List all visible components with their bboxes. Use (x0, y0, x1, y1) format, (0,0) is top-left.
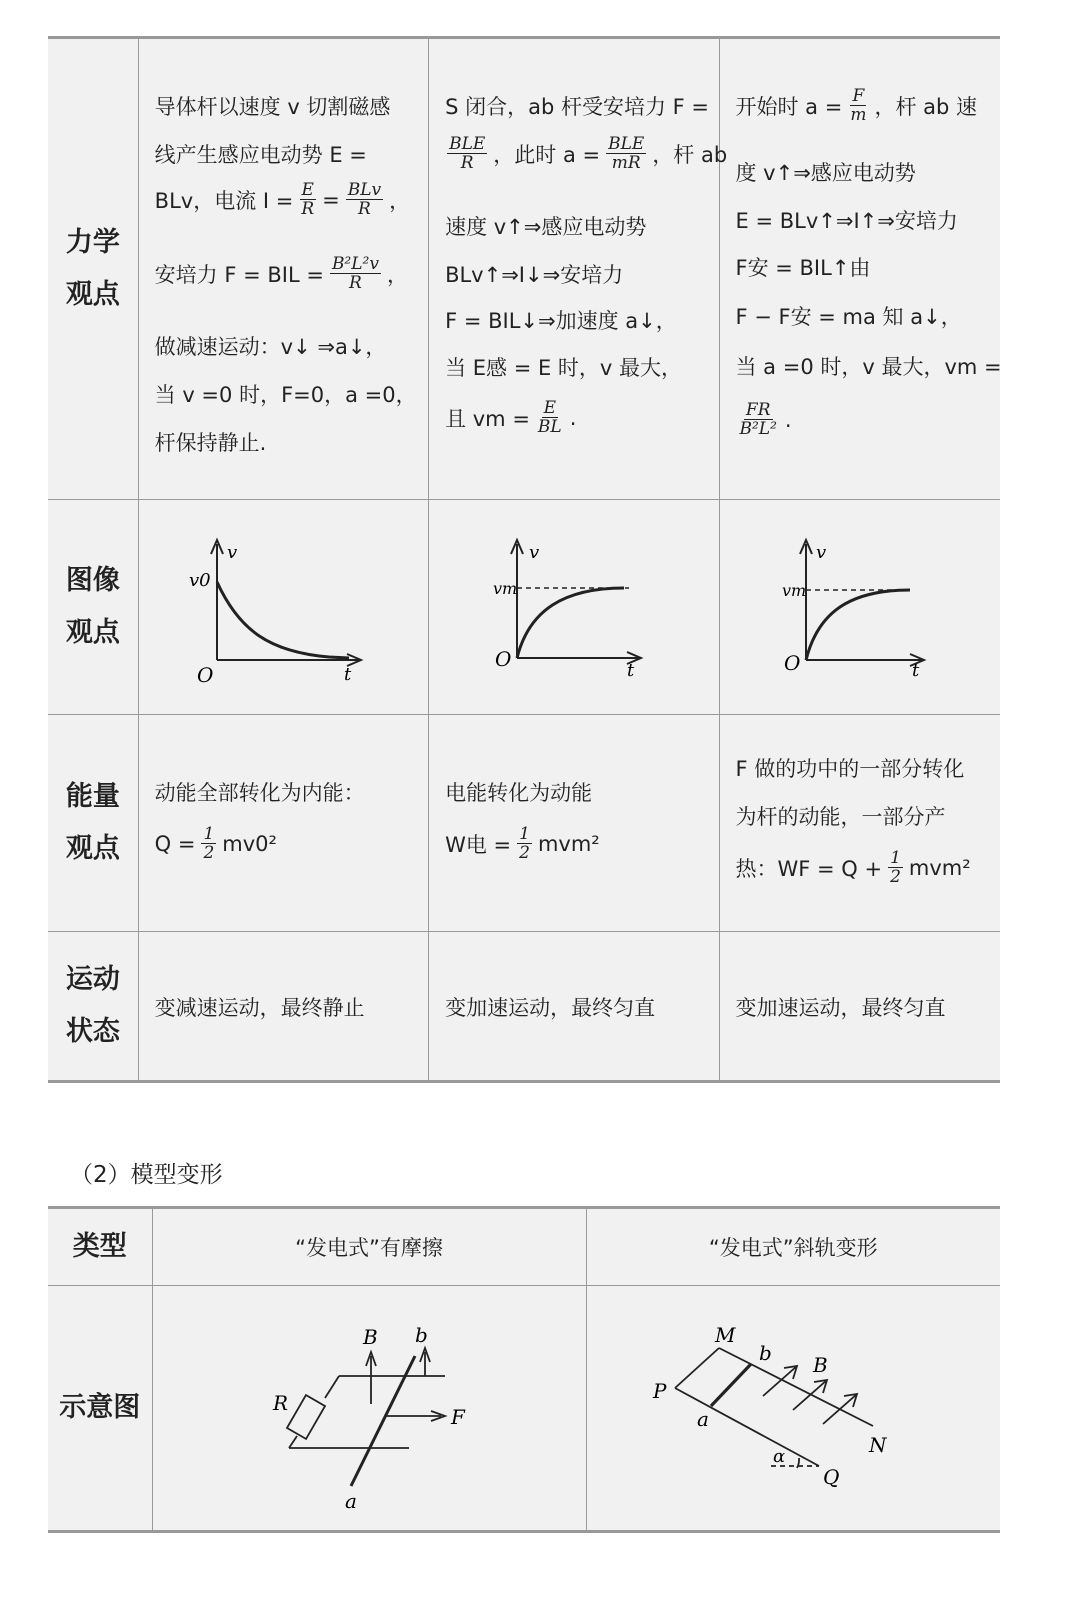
origin-label: O (495, 647, 512, 671)
formula-line: W电 = $\frac{1}{2}$ mvm² (445, 824, 600, 863)
axis-label-v: v (226, 542, 237, 563)
fraction: $\frac{E}{BL}$ (537, 398, 562, 437)
label-vm: vm (493, 579, 518, 598)
energy-cell-1 (138, 715, 428, 932)
label-P: P (652, 1379, 666, 1403)
text-line: BLv↑⇒I↓⇒安培力 (445, 263, 624, 287)
text-line: 变减速运动，最终静止 (154, 996, 365, 1020)
fraction: $\frac{FR}{\text{B²L²}}$ (739, 400, 777, 439)
fraction: $\frac{E}{R}$ (301, 180, 315, 219)
axis-label-v: v (815, 542, 826, 563)
formula-line: 热：WF = Q + $\frac{1}{2}$ mvm² (735, 848, 971, 887)
diagram-cell-incline (586, 1286, 1000, 1532)
energy-cell-3 (719, 715, 1000, 932)
label-a: a (696, 1407, 709, 1431)
label-b: b (758, 1341, 772, 1365)
row-header-diagram: 示意图 (48, 1286, 152, 1532)
section-title: （2）模型变形 (70, 1162, 223, 1188)
label-vm: vm (781, 581, 806, 600)
label-alpha: α (772, 1446, 785, 1467)
text-line: S 闭合，ab 杆受安培力 F = (445, 95, 709, 119)
variant-table (48, 1206, 1000, 1533)
text-line: 导体杆以速度 v 切割磁感 (154, 95, 391, 119)
text-line: 电能转化为动能 (445, 781, 593, 805)
text-line: 当 E感 = E 时，v 最大， (445, 356, 683, 380)
motion-cell-1 (138, 932, 428, 1082)
mech-cell-3 (719, 38, 1000, 500)
v-t-graph-rise (720, 500, 988, 714)
row-header-mechanics: 力学 观点 (48, 38, 138, 500)
formula-line: $\frac{FR}{\text{B²L²}}$ . (739, 400, 792, 439)
text-line: F 做的功中的一部分转化 (735, 757, 965, 781)
fraction: $\frac{\text{BLE}}{R}$ (449, 134, 486, 173)
type-friction: “发电式”有摩擦 (152, 1208, 586, 1286)
origin-label: O (196, 663, 214, 687)
axis-label-v: v (529, 542, 540, 563)
graph-cell-1 (138, 500, 428, 715)
fraction: $\frac{\text{BLv}}{R}$ (347, 180, 382, 219)
energy-cell-2 (429, 715, 719, 932)
text-line: 当 v =0 时，F=0，a =0， (154, 383, 417, 407)
label-b: b (414, 1323, 428, 1347)
row-header-energy: 能量 观点 (48, 715, 138, 932)
axis-label-t: t (343, 664, 351, 685)
row-header-type: 类型 (48, 1208, 152, 1286)
text-line: 当 a =0 时，v 最大，vm = (735, 355, 1002, 379)
text-line: 杆保持静止. (154, 431, 267, 455)
label-R: R (272, 1391, 288, 1415)
diagram-cell-friction (152, 1286, 586, 1532)
origin-label: O (783, 651, 800, 675)
row-diagram (48, 1286, 1000, 1532)
label-N: N (868, 1433, 886, 1457)
formula-line: 安培力 F = BIL = $\frac{\text{B²L²v}}{R}$ ， (154, 254, 408, 293)
axis-label-t: t (911, 660, 919, 681)
label-v0: v0 (188, 570, 211, 591)
v-t-graph-rise (429, 500, 706, 714)
text-line: 度 v↑⇒感应电动势 (735, 161, 916, 185)
motion-cell-3 (719, 932, 1000, 1082)
friction-rail-diagram (153, 1286, 587, 1530)
text-line: E = BLv↑⇒I↑⇒安培力 (735, 209, 958, 233)
label-B: B (362, 1325, 378, 1349)
label-B: B (812, 1353, 828, 1377)
text-line: 变加速运动，最终匀直 (445, 996, 656, 1020)
row-header-graphs: 图像 观点 (48, 500, 138, 715)
model-table (48, 36, 1000, 1083)
fraction: $\frac{1}{2}$ (519, 824, 530, 863)
row-energy (48, 715, 1000, 932)
text-line: 做减速运动：v↓ ⇒a↓， (154, 335, 387, 359)
row-type (48, 1208, 1000, 1286)
row-graphs (48, 500, 1000, 715)
fraction: $\frac{\text{BLE}}{mR}$ (608, 134, 645, 173)
formula-line: BLv，电流 I = $\frac{E}{R}$ = $\frac{\text{BLv}}{R}$ ， (154, 180, 411, 219)
formula-line: $\frac{\text{BLE}}{R}$ ，此时 a = $\frac{\text{BLE}}{mR}$ ，杆 ab (449, 134, 728, 173)
axis-label-t: t (627, 660, 635, 681)
fraction: $\frac{F}{m}$ (850, 86, 867, 125)
text-line: 变加速运动，最终匀直 (735, 996, 946, 1020)
label-M: M (714, 1323, 735, 1347)
row-mechanics (48, 38, 1000, 500)
text-line: 为杆的动能，一部分产 (735, 805, 946, 829)
v-t-graph-decay (139, 500, 416, 714)
text-line: F − F安 = ma 知 a↓， (735, 305, 962, 329)
label-F: F (450, 1405, 465, 1429)
formula-line: Q = $\frac{1}{2}$ mv0² (154, 824, 277, 863)
mech-cell-1 (138, 38, 428, 500)
motion-cell-2 (429, 932, 719, 1082)
row-header-motion: 运动 状态 (48, 932, 138, 1082)
text-line: 动能全部转化为内能： (154, 781, 365, 805)
graph-cell-2 (429, 500, 719, 715)
text-line: 线产生感应电动势 E = (154, 143, 367, 167)
type-incline: “发电式”斜轨变形 (586, 1208, 1000, 1286)
text-line: 速度 v↑⇒感应电动势 (445, 215, 647, 239)
mech-cell-2 (429, 38, 728, 500)
fraction: $\frac{1}{2}$ (203, 824, 215, 863)
text-line: F = BIL↓⇒加速度 a↓， (445, 309, 677, 333)
incline-rail-diagram (587, 1286, 1001, 1530)
label-a: a (344, 1489, 357, 1513)
formula-line: 开始时 a = $\frac{F}{m}$ ，杆 ab 速 (735, 86, 978, 125)
row-motion (48, 932, 1000, 1082)
label-Q: Q (822, 1465, 839, 1489)
graph-cell-3 (719, 500, 1000, 715)
text-line: F安 = BIL↑由 (735, 256, 871, 280)
fraction: $\frac{1}{2}$ (890, 848, 901, 887)
fraction: $\frac{\text{B²L²v}}{R}$ (331, 254, 379, 293)
formula-line: 且 vm = $\frac{E}{BL}$ . (445, 398, 577, 437)
